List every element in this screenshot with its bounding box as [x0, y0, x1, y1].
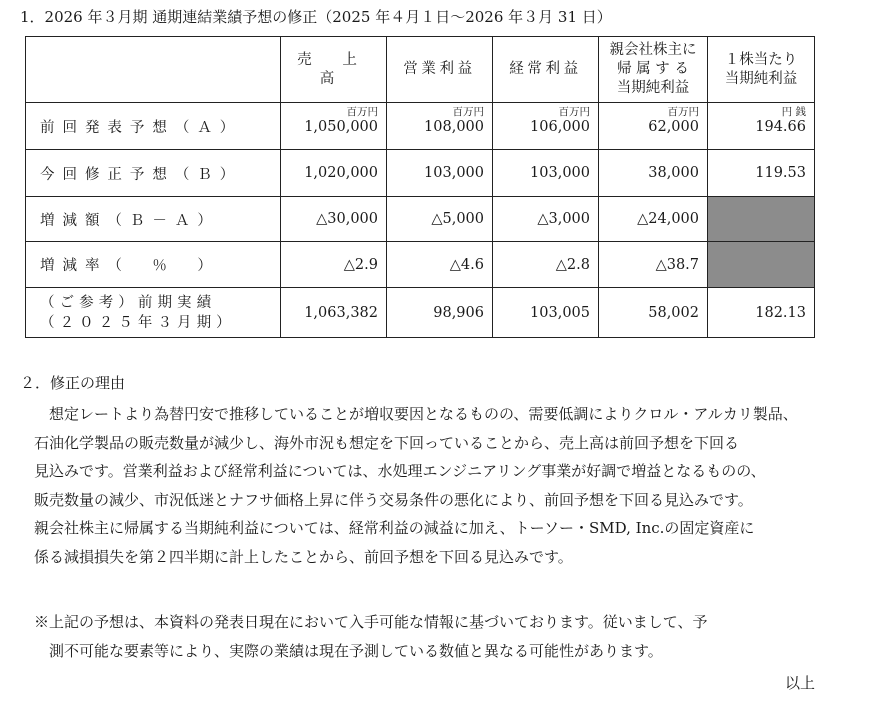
prior-year-label-line2: （２０２５年３月期） [40, 314, 236, 331]
row-label-previous: 前回発表予想（Ａ） [26, 103, 281, 150]
cell-rev-operating: 103,000 [387, 150, 493, 197]
row-label-change-amount: 増減額（Ｂ－Ａ） [26, 197, 281, 242]
section2-heading: ２．修正の理由 [20, 374, 126, 392]
cell-rate-net: △38.7 [599, 242, 708, 288]
row-label-change-rate: 増減率（ ％ ） [26, 242, 281, 288]
header-blank-cell [26, 37, 281, 103]
reason-line-1: 想定レートより為替円安で推移していることが増収要因となるものの、需要低調によりクロル・アルカリ製品、 [34, 405, 798, 423]
cell-prev-sales: 百万円 1,050,000 [281, 103, 387, 150]
header-ordinary-profit: 経常利益 [493, 37, 599, 103]
cell-prev-eps: 円 銭 194.66 [708, 103, 815, 150]
cell-prev-operating: 百万円 108,000 [387, 103, 493, 150]
cell-prior-sales: 1,063,382 [281, 288, 387, 338]
cell-rate-sales: △2.9 [281, 242, 387, 288]
table-row [26, 197, 815, 242]
cell-rate-eps-shaded [708, 242, 815, 288]
table-header-row [26, 37, 815, 103]
reason-line-4: 販売数量の減少、市況低迷とナフサ価格上昇に伴う交易条件の悪化により、前回予想を下回る見込みです。 [34, 490, 753, 509]
row-label-prior-year [26, 288, 281, 338]
reason-line-3: 見込みです。営業利益および経常利益については、水処理エンジニアリング事業が好調で増益となるものの、 [34, 462, 766, 480]
closing-mark: 以上 [785, 674, 816, 692]
cell-rev-net: 38,000 [599, 150, 708, 197]
forecast-table [25, 36, 815, 338]
cell-chg-eps-shaded [708, 197, 815, 242]
header-net-income [599, 37, 708, 103]
disclaimer-note [34, 608, 834, 665]
prior-year-label-line1: （ご参考）前期実績 [40, 294, 217, 311]
table-row [26, 103, 815, 150]
row-label-revised: 今回修正予想（Ｂ） [26, 150, 281, 197]
cell-prior-net: 58,002 [599, 288, 708, 338]
cell-prior-ordinary: 103,005 [493, 288, 599, 338]
cell-chg-net: △24,000 [599, 197, 708, 242]
cell-rev-sales: 1,020,000 [281, 150, 387, 197]
cell-prior-operating: 98,906 [387, 288, 493, 338]
reason-line-2: 石油化学製品の販売数量が減少し、海外市況も想定を下回っていることから、売上高は前回予想を下回る [34, 433, 740, 452]
note-line-2: 測不可能な要素等により、実際の業績は現在予測している数値と異なる可能性があります。 [34, 641, 663, 660]
cell-rev-ordinary: 103,000 [493, 150, 599, 197]
table-row [26, 288, 815, 338]
table-row [26, 242, 815, 288]
header-net-line2: 帰 属 す る [617, 61, 689, 77]
revision-reason-paragraph [34, 400, 834, 571]
header-net-line1: 親会社株主に [609, 42, 697, 58]
note-line-1: ※上記の予想は、本資料の発表日現在において入手可能な情報に基づいております。従いまして、予 [34, 613, 708, 631]
cell-prev-ordinary: 百万円 106,000 [493, 103, 599, 150]
header-eps-line1: １株当たり [724, 51, 798, 68]
header-eps [708, 37, 815, 103]
section1-heading: 1．2026 年３月期 通期連結業績予想の修正（2025 年４月１日～2026 年３月 31 日） [20, 8, 612, 26]
reason-line-5: 親会社株主に帰属する当期純利益については、経常利益の減益に加え、トーソー・SMD, Inc.の固定資産に [34, 519, 755, 537]
cell-chg-operating: △5,000 [387, 197, 493, 242]
cell-rate-operating: △4.6 [387, 242, 493, 288]
header-eps-line2: 当期純利益 [724, 70, 798, 87]
header-sales: 売 上 高 [281, 37, 387, 103]
cell-chg-ordinary: △3,000 [493, 197, 599, 242]
cell-prior-eps: 182.13 [708, 288, 815, 338]
cell-prev-net: 百万円 62,000 [599, 103, 708, 150]
header-net-line3: 当期純利益 [616, 80, 690, 96]
table-row [26, 150, 815, 197]
header-operating-profit: 営業利益 [387, 37, 493, 103]
cell-rev-eps: 119.53 [708, 150, 815, 197]
cell-rate-ordinary: △2.8 [493, 242, 599, 288]
cell-chg-sales: △30,000 [281, 197, 387, 242]
reason-line-6: 係る減損損失を第２四半期に計上したことから、前回予想を下回る見込みです。 [34, 547, 573, 566]
